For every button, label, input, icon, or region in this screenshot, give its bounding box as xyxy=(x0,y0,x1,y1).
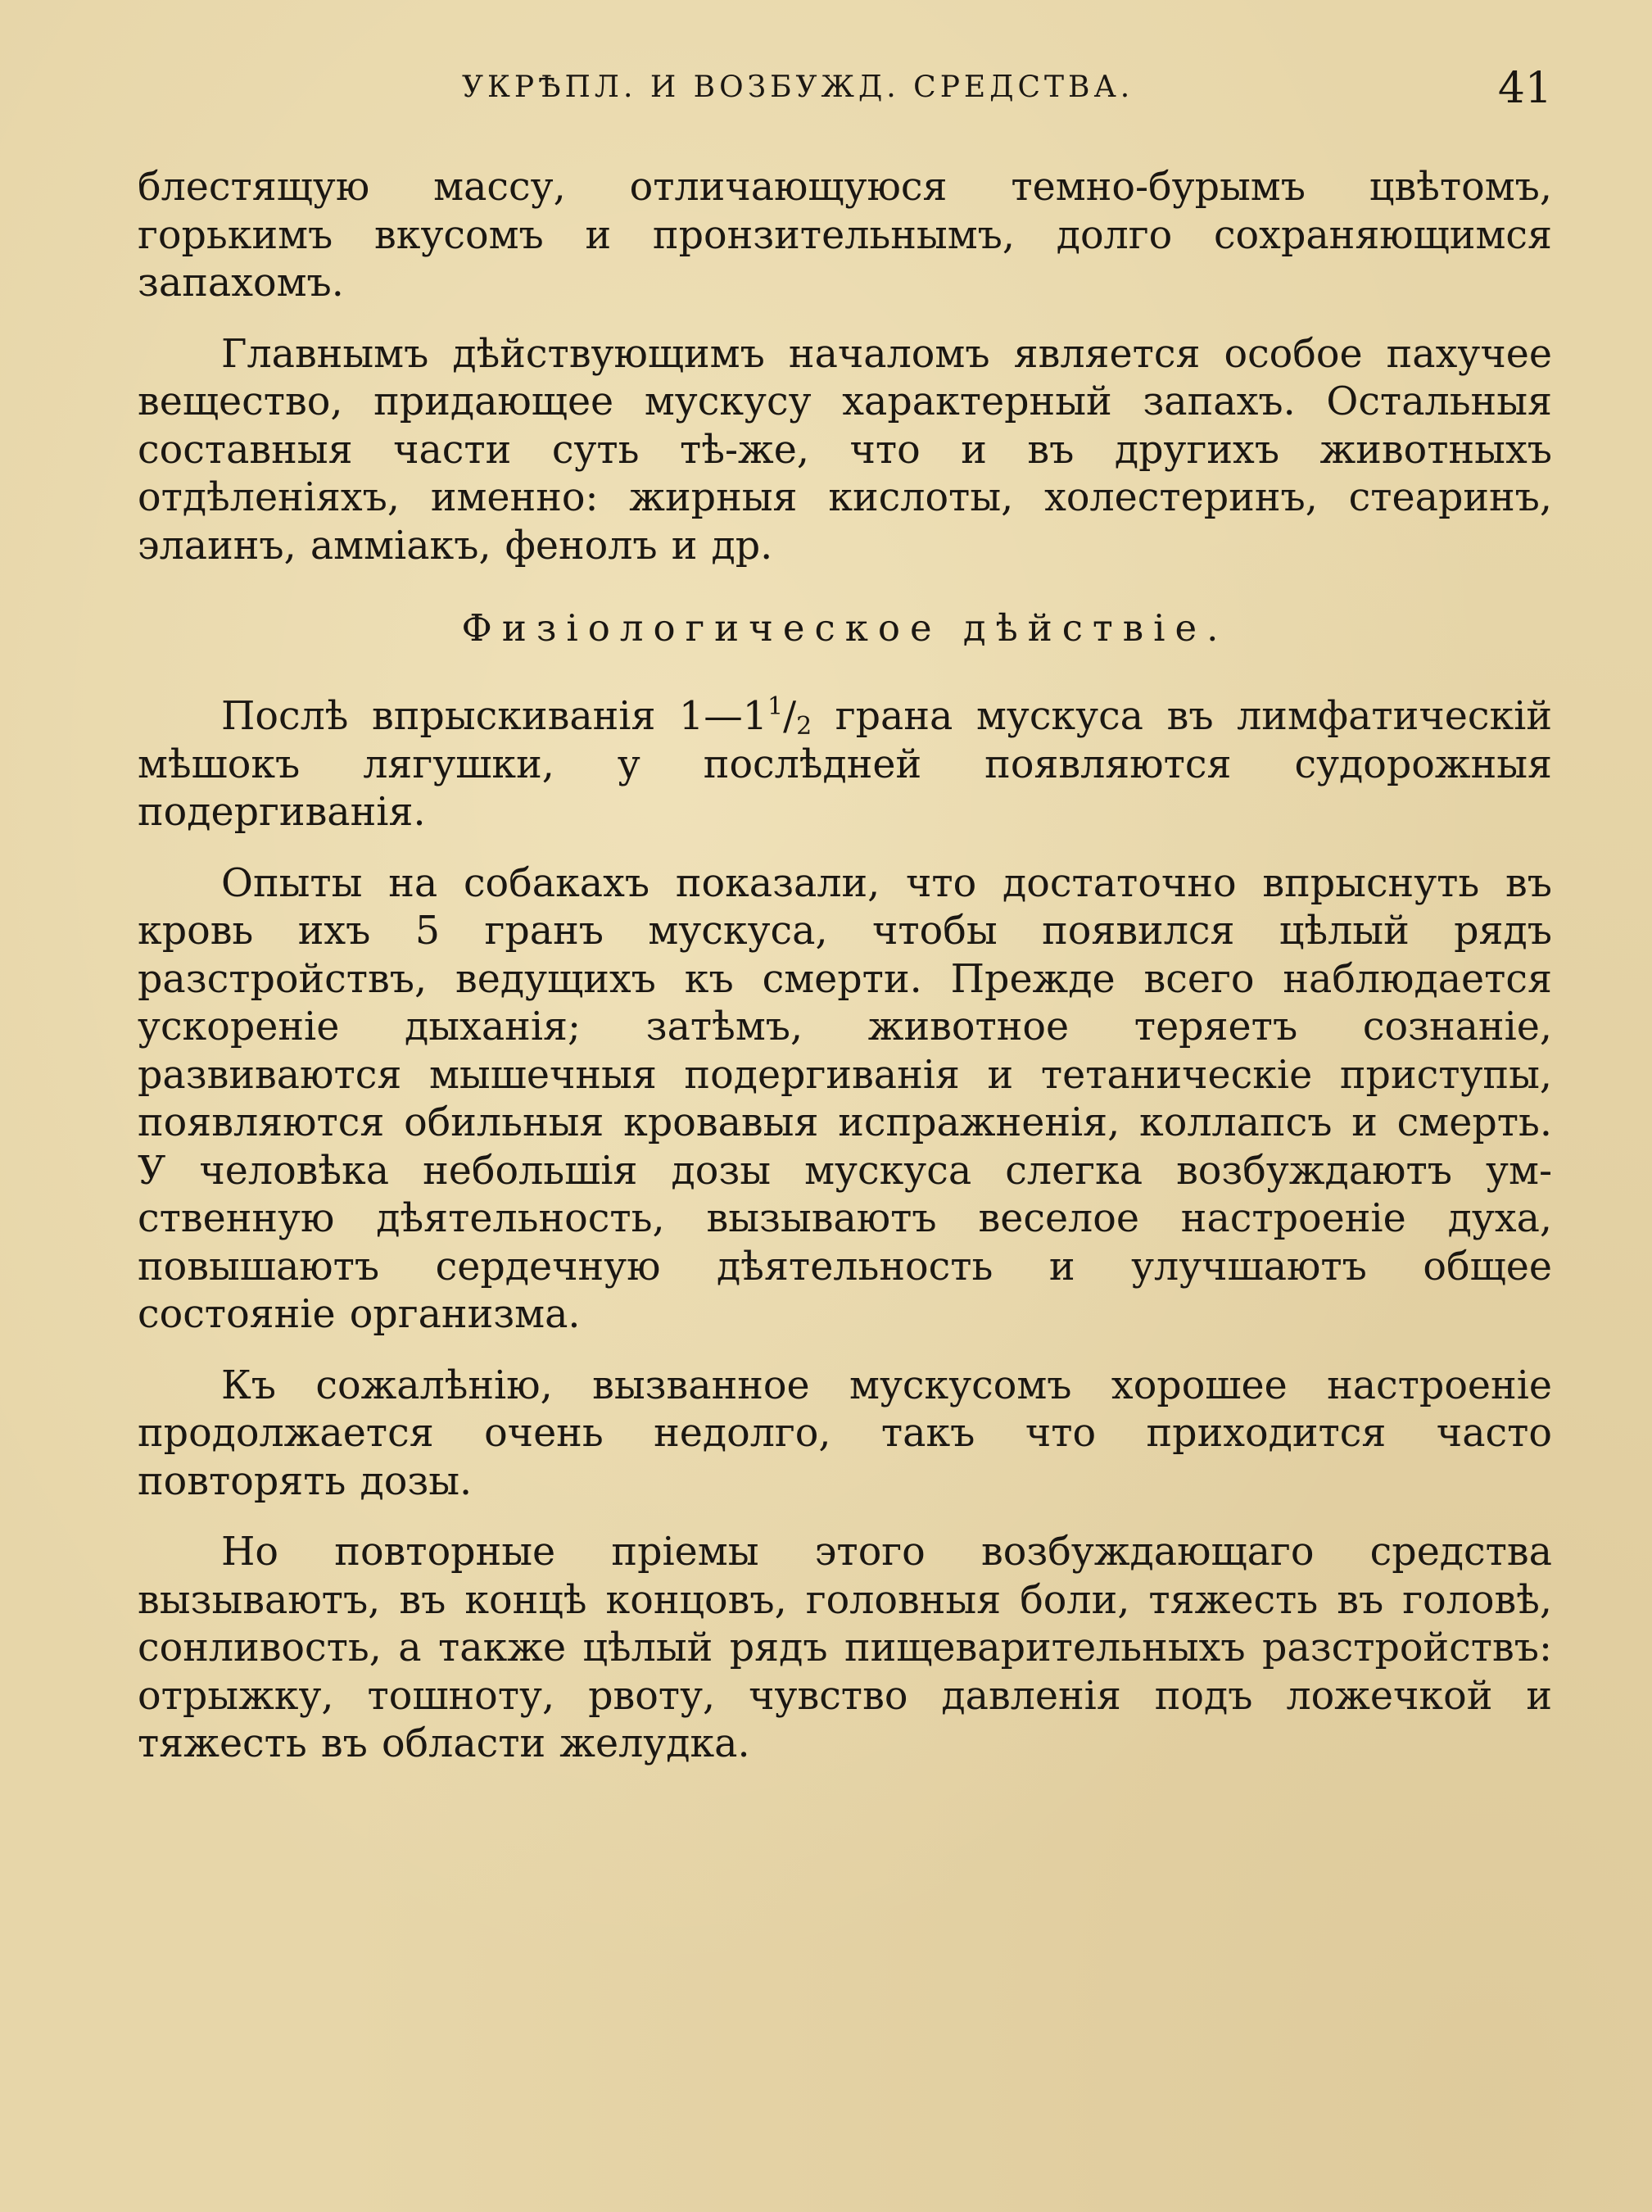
page-header xyxy=(138,64,1552,113)
body-text xyxy=(138,164,1552,1769)
paragraph-short-effect: Къ сожалѣнію, вызванное мускусомъ хорошее настроеніе продолжается очень недолго, такъ что приходится часто повторять дозы. xyxy=(138,1362,1552,1504)
paragraph-dog-experiments: Опыты на собакахъ показали, что достаточно впрыснуть въ кровь ихъ 5 гранъ мускуса, чтобы появился цѣлый рядъ разстройствъ, ведущихъ къ смерти. Прежде всего наблюдается ускореніе дыханія; затѣмъ, животное теряетъ сознаніе, развиваются мышечныя подергиванія и тетаническіе приступы, появляются обильныя кровавыя испражненія, коллапсъ и смерть. У человѣка небольшія дозы мускуса слегка возбуждаютъ умственную дѣятельность, вызываютъ веселое настроеніе духа, повышаютъ сердечную дѣятельность и улучшаютъ общее состояніе организма. xyxy=(138,860,1552,1337)
running-head: УКРѢПЛ. И ВОЗБУЖД. СРЕДСТВА. xyxy=(462,70,1134,104)
paragraph-main-principle: Главнымъ дѣйствующимъ началомъ является особое пахучее вещество, придающее мускусу характерный запахъ. Остальныя составныя части суть тѣ-же, что и въ другихъ животныхъ отдѣленіяхъ, именно: жирныя кислоты, холестеринъ, стеаринъ, элаинъ, амміакъ, фенолъ и др. xyxy=(138,331,1552,569)
paragraph-frog-injection xyxy=(138,693,1552,837)
dose-text-before: Послѣ впрыскиванія 1—1 xyxy=(221,694,767,739)
paragraph-continued: блестящую массу, отличающуюся темно-бурымъ цвѣтомъ, горькимъ вкусомъ и пронзительнымъ, долго сохраняющимся запахомъ. xyxy=(138,165,1552,306)
paragraph-repeated-doses: Но повторные пріемы этого возбуждающаго средства вызываютъ, въ концѣ концовъ, головныя боли, тяжесть въ головѣ, сонливость, а также цѣлый рядъ пищеварительныхъ разстройствъ: отрыжку, тошноту, рвоту, чувство давленія подъ ложечкой и тяжесть въ области желудка. xyxy=(138,1530,1552,1766)
dose-text-after: грана мускуса въ лимфатическій мѣшокъ лягушки, у послѣдней появляются судорожныя подергиванія. xyxy=(138,694,1552,835)
page-number: 41 xyxy=(1497,64,1552,113)
fraction-denominator: 2 xyxy=(796,712,812,741)
fraction-numerator: 1 xyxy=(767,692,784,721)
section-heading: Физіологическое дѣйствіе. xyxy=(461,606,1229,650)
fraction-slash: / xyxy=(783,694,797,739)
